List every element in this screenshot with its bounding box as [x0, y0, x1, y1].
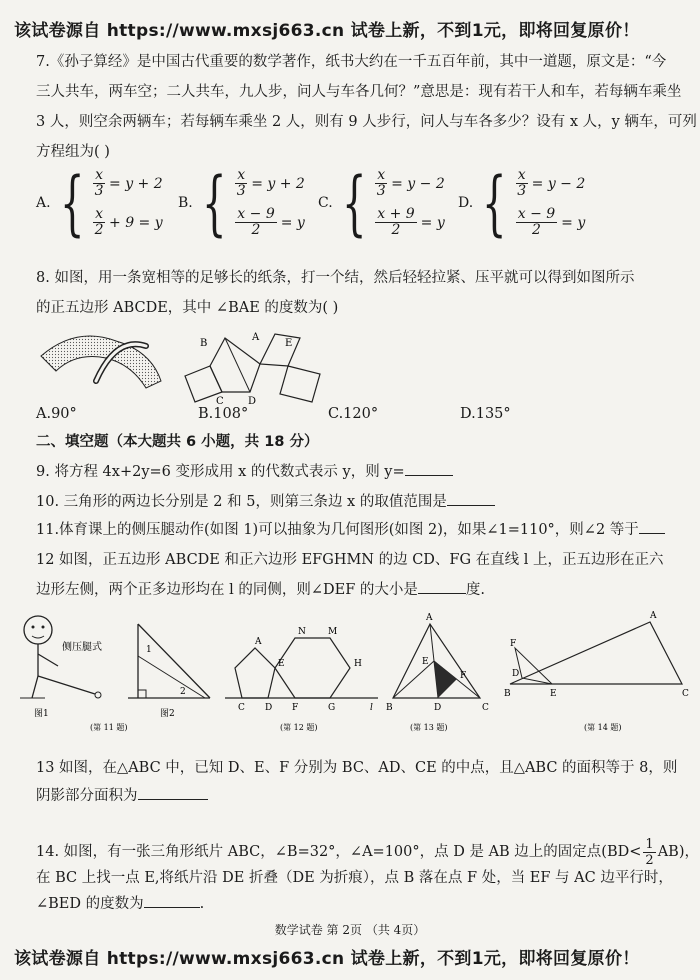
- q14-end: .: [199, 896, 205, 912]
- q8-option-d: D.135°: [460, 406, 511, 422]
- q8-option-c: C.120°: [328, 406, 379, 422]
- q8-line-2: 的正五边形 ABCDE，其中 ∠BAE 的度数为( ): [36, 300, 339, 316]
- q7-equation-1: $\frac{x}{3}$ = y − 2: [517, 167, 586, 199]
- q13-stem: 阴影部分面积为: [36, 788, 138, 804]
- svg-text:B: B: [386, 703, 393, 713]
- q7-option-label: B.: [178, 195, 193, 211]
- q9-answer-blank[interactable]: [405, 462, 453, 476]
- q12-unit: 度.: [465, 582, 485, 598]
- q11-fig1-label: 图1: [34, 709, 49, 719]
- q7-option-d: [458, 162, 586, 244]
- q7-equation-system: [93, 168, 163, 238]
- q7-equation-1: $\frac{x}{3}$ = y + 2: [94, 167, 163, 199]
- q8-pentagon-figure: [180, 326, 340, 406]
- q7-line-2: 三人共车，两车空；二人共车，九人步，问人与车各几何？”意思是：现有若干人和车，若每辆车乘坐: [36, 84, 682, 100]
- q12-caption: (第 12 题): [280, 723, 318, 732]
- svg-text:F: F: [460, 671, 467, 681]
- q14-frac-num: 1: [645, 836, 654, 852]
- brace-icon: {: [341, 162, 367, 244]
- source-banner-top: 该试卷源自 https://www.mxsj663.cn 试卷上新，不到1元，即将回复原价！: [14, 21, 640, 41]
- svg-text:A: A: [650, 611, 657, 621]
- q8-option-a: A.90°: [36, 406, 77, 422]
- svg-text:F: F: [510, 639, 517, 649]
- q11-fig1-caption: 侧压腿式: [62, 642, 102, 653]
- q7-option-label: C.: [318, 195, 333, 211]
- svg-text:D: D: [512, 669, 520, 679]
- q12-line-1: 12 如图，正五边形 ABCDE 和正六边形 EFGHMN 的边 CD、FG 在直线 l 上，正五边形在正六: [36, 552, 664, 568]
- q8-option-b: B.108°: [198, 406, 249, 422]
- q10-text: [36, 492, 676, 512]
- svg-text:A: A: [426, 613, 433, 623]
- q11-answer-blank[interactable]: [639, 520, 665, 534]
- q14-answer-blank[interactable]: [144, 894, 200, 908]
- q14-line-3: [36, 894, 676, 914]
- svg-text:A: A: [255, 637, 262, 647]
- q7-option-b: [178, 162, 305, 244]
- q7-option-a: [36, 162, 163, 244]
- q8-point-E: E: [285, 338, 293, 349]
- q14-stem-c: ∠BED 的度数为: [36, 896, 144, 912]
- svg-text:C: C: [482, 703, 489, 713]
- svg-text:E: E: [550, 689, 557, 699]
- svg-text:N: N: [298, 627, 306, 637]
- section-2-heading: 二、填空题（本大题共 6 小题，共 18 分）: [36, 434, 319, 450]
- q12-line-2: [36, 580, 676, 600]
- q9-text: [36, 462, 676, 482]
- q7-equation-2: $\frac{x - 9}{2}$ = y: [517, 206, 586, 238]
- q7-equation-2: $\frac{x - 9}{2}$ = y: [237, 206, 305, 238]
- q7-equation-2: $\frac{x}{2}$ + 9 = y: [94, 206, 163, 238]
- svg-text:G: G: [328, 703, 336, 713]
- q12-answer-blank[interactable]: [418, 580, 466, 594]
- q14-fraction: [643, 837, 655, 868]
- source-banner-bottom: 该试卷源自 https://www.mxsj663.cn 试卷上新，不到1元，即将回复原价！: [14, 949, 640, 969]
- q14-diagram: [504, 611, 689, 699]
- q7-line-3: 3 人，则空余两辆车；若每辆车乘坐 2 人，则有 9 人步行，问人与车各多少？设有 x 人，y 辆车，可列: [36, 114, 697, 130]
- svg-text:l: l: [370, 703, 373, 713]
- q7-equation-2: $\frac{x + 9}{2}$ = y: [377, 206, 445, 238]
- q14-line-2: 在 BC 上找一点 E,将纸片沿 DE 折叠（DE 为折痕），点 B 落在点 F 处，当 EF 与 AC 边平行时，: [36, 870, 673, 886]
- q10-answer-blank[interactable]: [447, 492, 495, 506]
- svg-text:E: E: [422, 657, 429, 667]
- q11-text: [36, 520, 676, 540]
- q8-line-1: 8. 如图，用一条宽相等的足够长的纸条，打一个结，然后轻轻拉紧、压平就可以得到如图所示: [36, 270, 635, 286]
- svg-text:2: 2: [180, 687, 186, 697]
- q13-answer-blank[interactable]: [138, 786, 208, 800]
- q8-point-A: A: [252, 332, 260, 343]
- q11-stem: 11.体育课上的侧压腿动作(如图 1)可以抽象为几何图形(如图 2)，如果∠1=110°，则∠2 等于: [36, 522, 639, 538]
- svg-text:C: C: [238, 703, 245, 713]
- q12-diagram: [225, 627, 378, 713]
- svg-text:B: B: [504, 689, 511, 699]
- q13-line-2: [36, 786, 676, 806]
- q9-stem: 9. 将方程 4x+2y=6 变形成用 x 的代数式表示 y，则 y=: [36, 464, 405, 480]
- q7-equation-system: [375, 168, 445, 238]
- q11-fig2-label: 图2: [160, 709, 175, 719]
- q7-option-label: D.: [458, 195, 474, 211]
- svg-text:D: D: [265, 703, 273, 713]
- q8-point-D: D: [248, 396, 257, 407]
- q13-diagram: [386, 613, 489, 713]
- svg-text:C: C: [682, 689, 689, 699]
- q8-knot-figure: [36, 326, 166, 396]
- q13-line-1: 13 如图，在△ABC 中，已知 D、E、F 分别为 BC、AD、CE 的中点，且△ABC 的面积等于 8，则: [36, 760, 678, 776]
- q14-stem-b: AB)，: [657, 844, 699, 860]
- q7-equation-system: [516, 168, 586, 238]
- q13-caption: (第 13 题): [410, 723, 448, 732]
- q11-fig1-person: [20, 616, 101, 698]
- q7-equation-1: $\frac{x}{3}$ = y + 2: [236, 167, 305, 199]
- page-footer: 数学试卷 第 2页 （共 4页）: [274, 923, 426, 937]
- q7-option-c: [318, 162, 445, 244]
- q7-option-label: A.: [36, 195, 51, 211]
- svg-text:F: F: [292, 703, 299, 713]
- brace-icon: {: [201, 162, 227, 244]
- q14-caption: (第 14 题): [584, 723, 622, 732]
- svg-text:H: H: [354, 659, 362, 669]
- figure-row: [10, 606, 700, 736]
- q8-point-C: C: [216, 396, 224, 407]
- q14-frac-den: 2: [645, 852, 654, 868]
- brace-icon: {: [482, 162, 507, 244]
- q7-equation-1: $\frac{x}{3}$ = y − 2: [376, 167, 445, 199]
- q11-caption: (第 11 题): [90, 723, 128, 732]
- svg-text:M: M: [328, 627, 338, 637]
- q7-line-4: 方程组为( ): [36, 144, 110, 160]
- q7-line-1: 7.《孙子算经》是中国古代重要的数学著作，纸书大约在一千五百年前，其中一道题，原文是：“今: [36, 54, 667, 70]
- svg-text:1: 1: [146, 645, 152, 655]
- q11-fig2-diagram: [128, 624, 210, 698]
- q10-stem: 10. 三角形的两边长分别是 2 和 5，则第三条边 x 的取值范围是: [36, 494, 447, 510]
- brace-icon: {: [59, 162, 85, 244]
- q8-point-B: B: [200, 338, 208, 349]
- q7-equation-system: [235, 168, 305, 238]
- q12-stem: 边形左侧，两个正多边形均在 l 的同侧，则∠DEF 的大小是: [36, 582, 418, 598]
- q14-stem-a: 14. 如图，有一张三角形纸片 ABC，∠B=32°，∠A=100°，点 D 是 AB 边上的固定点(BD<: [36, 844, 642, 860]
- svg-text:E: E: [278, 659, 285, 669]
- svg-text:D: D: [434, 703, 442, 713]
